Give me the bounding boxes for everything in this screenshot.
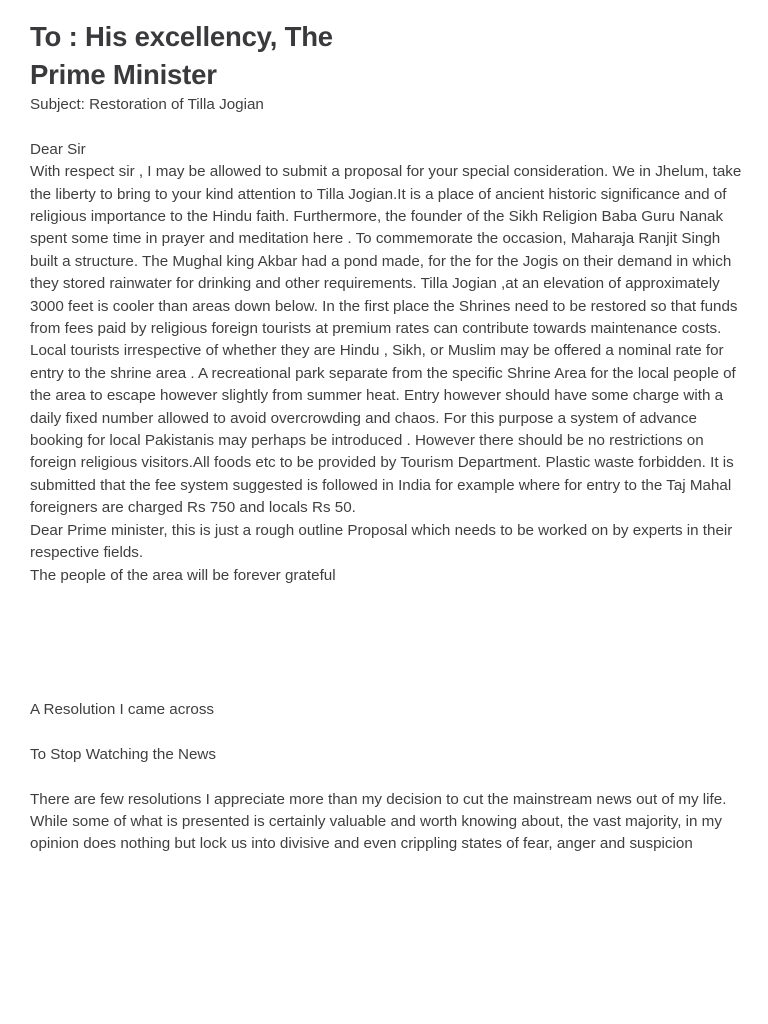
- title-line-2: Prime Minister: [30, 59, 217, 90]
- spacer: [30, 766, 742, 788]
- letter-subject: Subject: Restoration of Tilla Jogian: [30, 96, 264, 113]
- letter-title: [30, 18, 742, 94]
- title-line-1: To : His excellency, The: [30, 21, 333, 52]
- salutation: Dear Sir: [30, 140, 86, 158]
- resolution-paragraph: There are few resolutions I appreciate more than my decision to cut the mainstream news out of my life. While some of what is presented is certainly valuable and worth knowing about, the vast majority, in my opinion does nothing but lock us into divisive and even crippling states of fear, anger and suspicion: [30, 790, 727, 853]
- letter-body: [30, 94, 742, 856]
- closing-request: Dear Prime minister, this is just a rough outline Proposal which needs to be worked on by experts in their respective fields.: [30, 521, 733, 562]
- spacer: [30, 587, 742, 699]
- document-page: [30, 18, 742, 856]
- resolution-heading: To Stop Watching the News: [30, 745, 216, 763]
- resolution-intro: A Resolution I came across: [30, 700, 215, 718]
- closing-line: The people of the area will be forever grateful: [30, 566, 336, 584]
- spacer: [30, 721, 742, 743]
- proposal-paragraph: With respect sir , I may be allowed to submit a proposal for your special consideration. We in Jhelum, take the liberty to bring to your kind attention to Tilla Jogian.It is a place of ancient historic significance and of religious importance to the Hindu faith. Furthermore, the founder of the Sikh Religion Baba Guru Nanak spent some time in prayer and meditation here . To commemorate the occasion, Maharaja Ranjit Singh built a structure. The Mughal king Akbar had a pond made, for the for the Jogis on their demand in which they stored rainwater for drinking and other requirements. Tilla Jogian ,at an elevation of approximately 3000 feet is cooler than areas down below. In the first place the Shrines need to be restored so that funds from fees paid by religious foreign tourists at premium rates can contribute towards maintenance costs. Local tourists irrespective of whether they are Hindu , Sikh, or Muslim may be offered a nominal rate for entry to the shrine area . A recreational park separate from the specific Shrine Area for the local people of the area to escape however slightly from summer heat. Entry however should have some charge with a daily fixed number allowed to avoid overcrowding and chaos. For this purpose a system of advance booking for local Pakistanis may perhaps be introduced . However there should be no restrictions on foreign religious visitors.All foods etc to be provided by Tourism Department. Plastic waste forbidden. It is submitted that the fee system suggested is followed in India for example where for entry to the Taj Mahal foreigners are charged Rs 750 and locals Rs 50.: [30, 163, 742, 517]
- spacer: [30, 116, 742, 138]
